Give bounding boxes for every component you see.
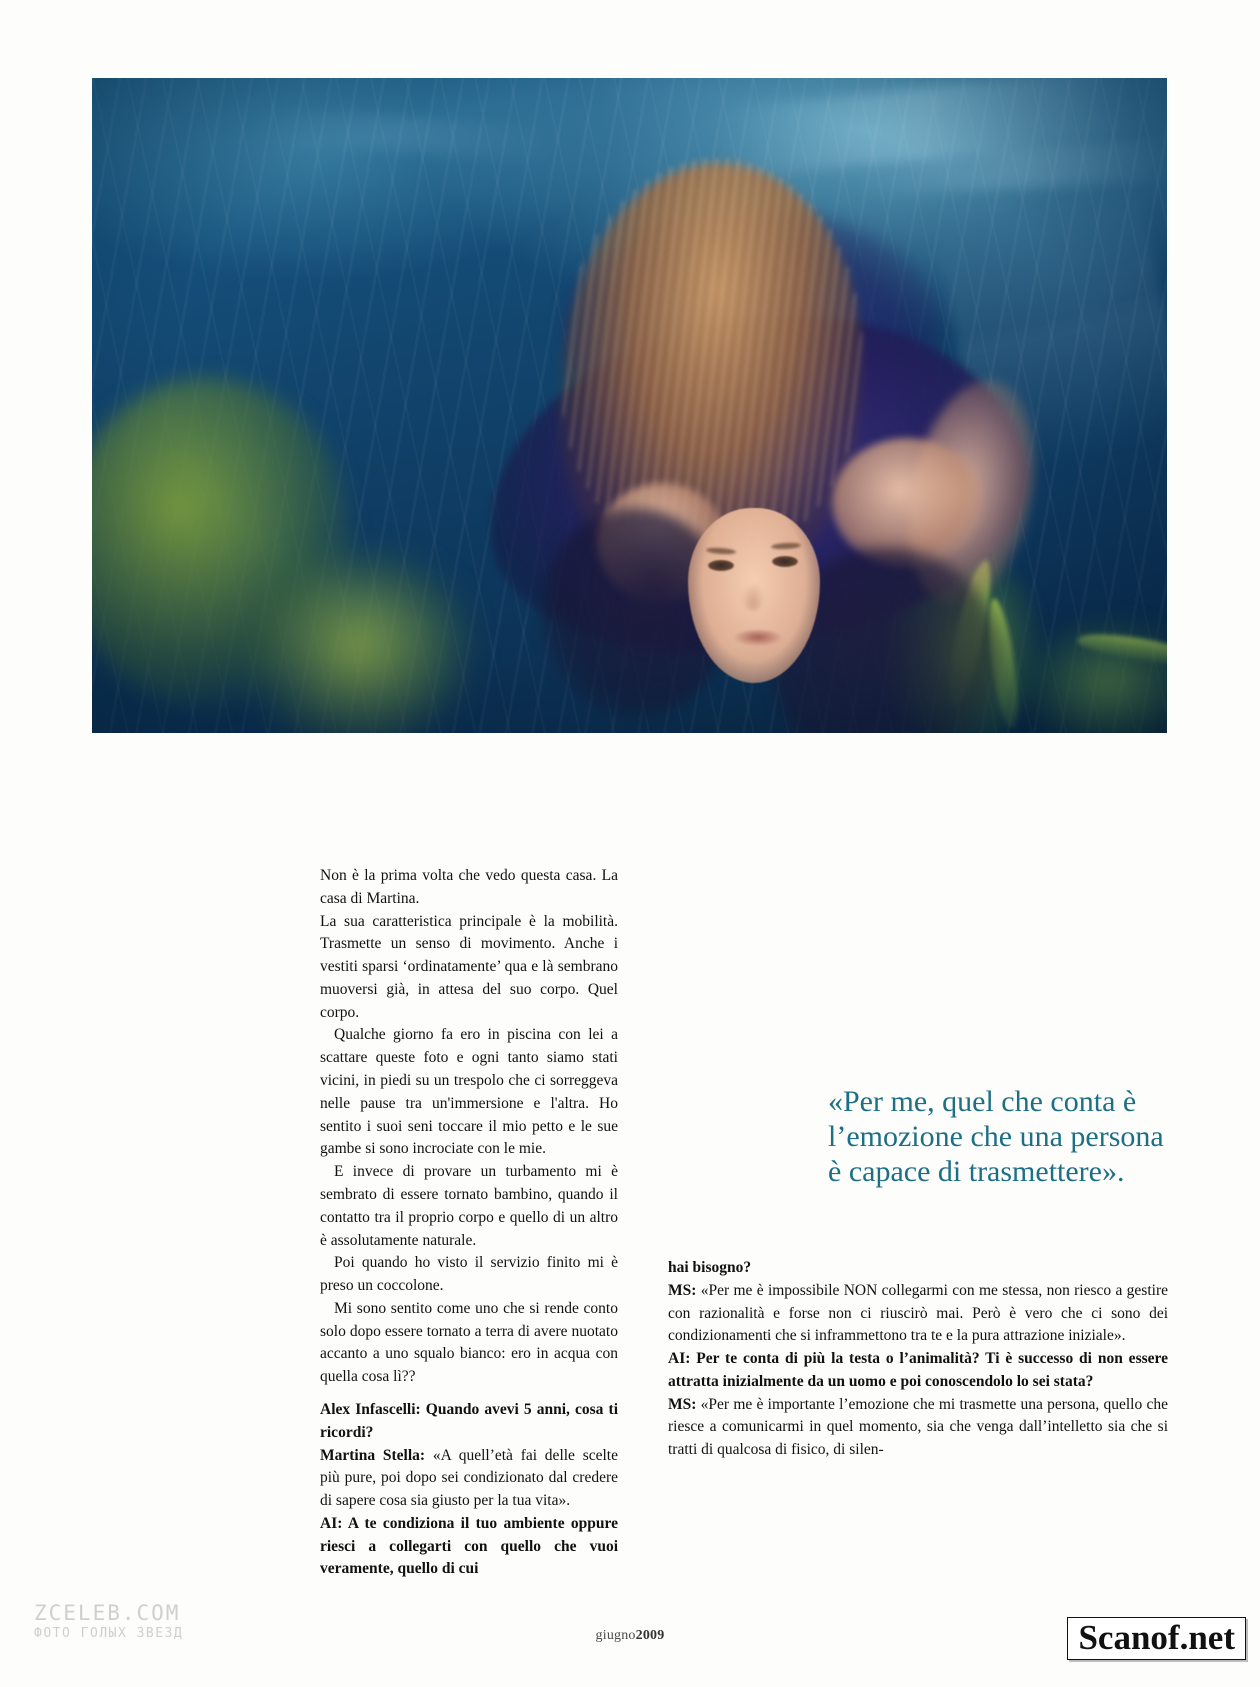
pull-quote: «Per me, quel che conta è l’emozione che una persona è capace di trasmettere». [828,1085,1164,1188]
qa-speaker: MS: [668,1281,697,1299]
qa-speaker: Martina Stella: [320,1446,426,1464]
intro-paragraph: Qualche giorno fa ero in piscina con lei a scattare queste foto e ogni tanto siamo stati vicini, in piedi su un trespolo che ci sorreggeva nelle pause tra un'immersione e l'altra. Ho sentito i suoi seni toccare il mio petto e le sue gambe si sono incrociate con le mie. [320,1026,618,1158]
intro-paragraph: E invece di provare un turbamento mi è sembrato di essere tornato bambino, quando il contatto tra il proprio corpo e quello di un altro è assolutamente naturale. [320,1163,618,1249]
qa-item [320,1399,618,1445]
intro-paragraph: Mi sono sentito come uno che si rende conto solo dopo essere tornato a terra di avere nuotato accanto a uno squalo bianco: ero in acqua con quella cosa lì?? [320,1299,618,1386]
qa-text: Per te conta di più la testa o l’animalità? Ti è successo di non essere attratta inizialmente da un uomo e poi conoscendolo lo sei stata? [668,1350,1168,1390]
watermark-left-sub: ФОТО ГОЛЫХ ЗВЕЗД [34,1626,184,1642]
intro-paragraph: Non è la prima volta che vedo questa casa. La casa di Martina. [320,867,618,907]
intro-paragraph: La sua caratteristica principale è la mobilità. Trasmette un senso di movimento. Anche i vestiti sparsi ‘ordinatamente’ qua e là sembrano muoversi già, in attesa del suo corpo. Quel corpo. [320,912,618,1021]
watermark-left-main: ZCELEB.COM [34,1601,181,1625]
qa-speaker: Alex Infascelli: [320,1400,421,1418]
qa-item [320,1445,618,1513]
photo-vignette [92,78,1167,733]
qa-text: A te condiziona il tuo ambiente oppure riesci a collegarti con quello che vuoi veramente, quello di cui [320,1514,618,1578]
watermark-right: Scanof.net [1067,1617,1246,1660]
underwater-portrait-photo [92,78,1167,733]
qa-item [320,1513,618,1581]
qa-item [668,1348,1168,1394]
qa-text: hai bisogno? [668,1259,752,1276]
watermark-left [34,1600,183,1643]
folio-month: giugno [595,1628,636,1643]
qa-item [668,1394,1168,1462]
qa-text: Quando avevi 5 anni, cosa ti ricordi? [320,1400,618,1441]
article-right-column [668,1257,1168,1462]
intro-paragraph: Poi quando ho visto il servizio finito mi è preso un coccolone. [320,1254,618,1295]
qa-speaker: MS: [668,1395,697,1413]
qa-text: «Per me è importante l’emozione che mi trasmette una persona, quello che riesce a comunicarmi in quel momento, sia che venga dall’intelletto sia che si tratti di qualcosa di fisico, di silen- [668,1395,1168,1459]
qa-item [668,1257,1168,1280]
qa-left-block [320,1399,618,1581]
qa-speaker: AI: [320,1514,343,1532]
article-left-column [320,865,618,1581]
qa-text: «A quell’età fai delle scelte più pure, poi dopo sei condizionato dal credere di sapere cosa sia giusto per la tua vita». [320,1446,618,1510]
qa-item [668,1280,1168,1348]
folio-year: 2009 [635,1628,665,1643]
qa-text: «Per me è impossibile NON collegarmi con me stessa, non riesco a gestire con razionalità e forse non ci riuscirò mai. Però è vero che ci sono dei condizionamenti che si inframmettono tra te e la pura attrazione iniziale». [668,1281,1168,1345]
qa-speaker: AI: [668,1350,691,1368]
